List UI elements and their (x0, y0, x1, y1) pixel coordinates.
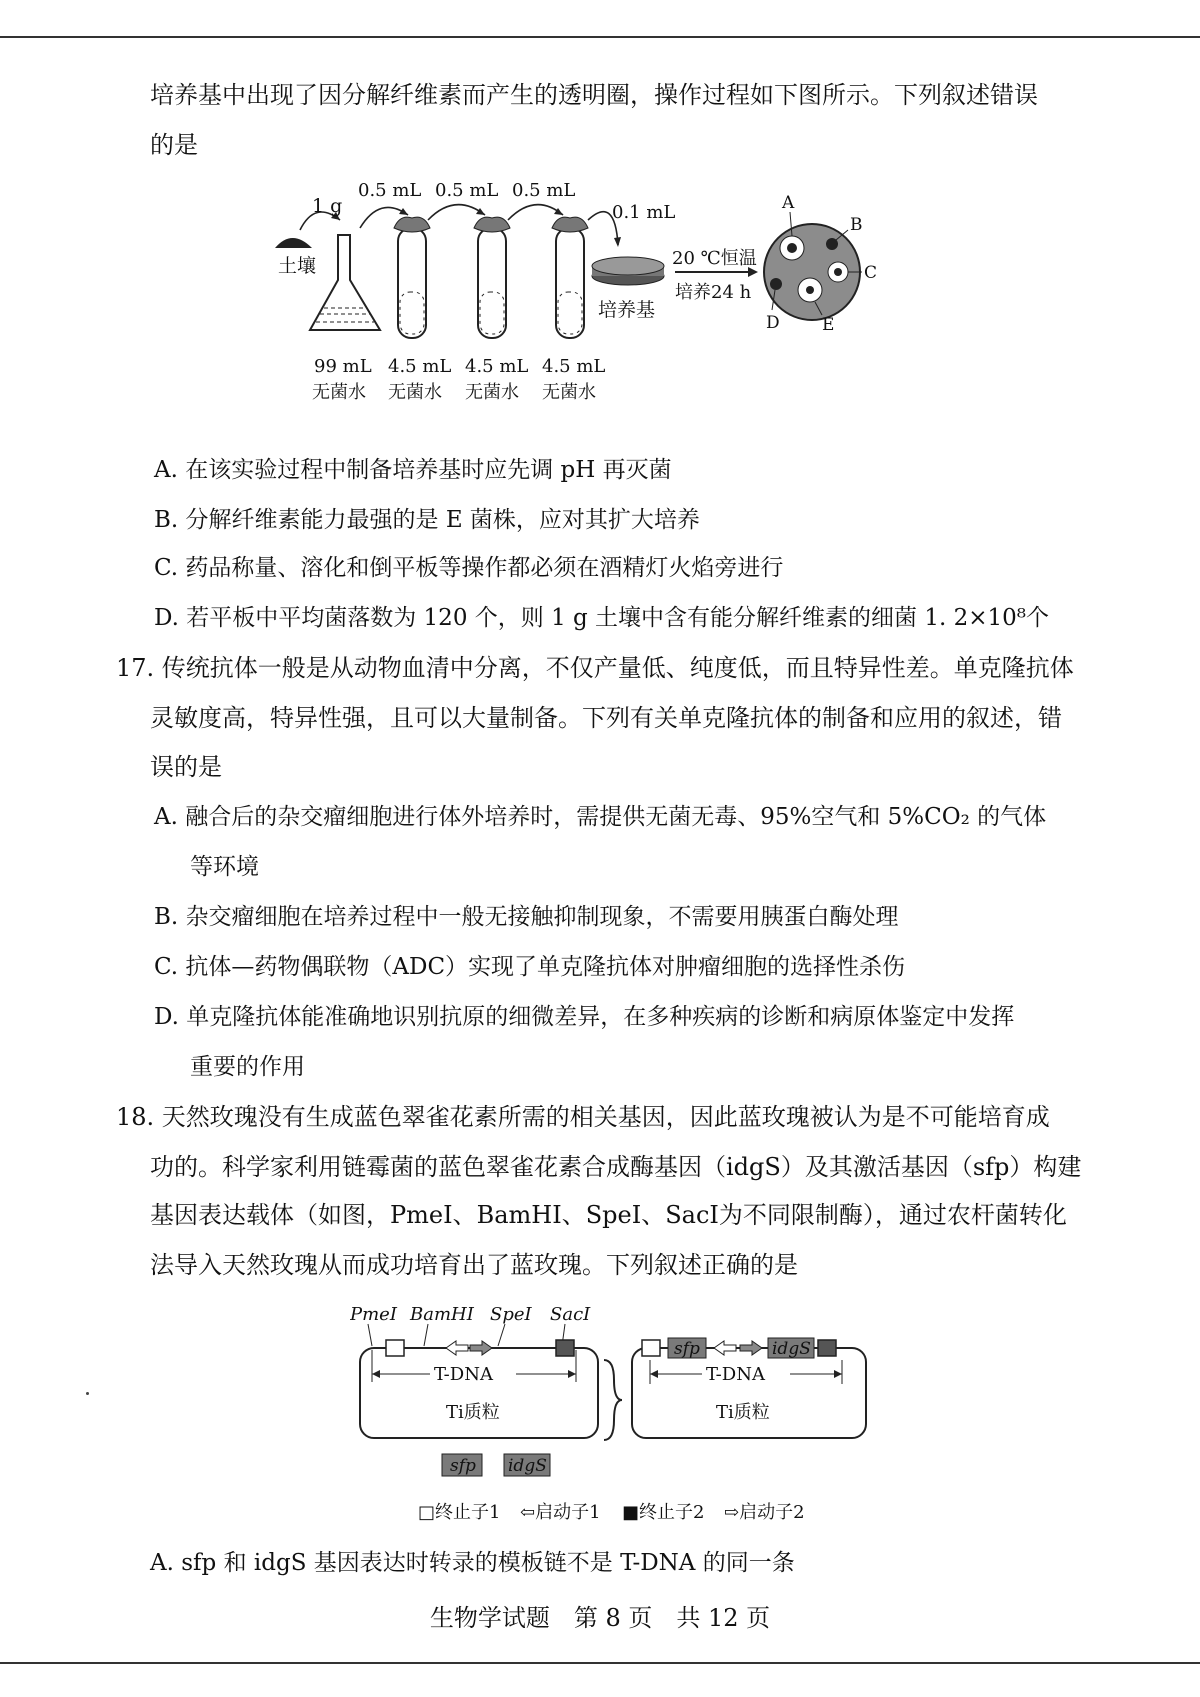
page-footer: 生物学试题 第 8 页 共 12 页 (429, 1604, 771, 1632)
colony-label-e: E (822, 315, 835, 335)
colony-d (770, 278, 782, 290)
test-tube-1 (394, 217, 430, 338)
enzyme-sac: SacⅠ (550, 1304, 591, 1325)
q17-stem-line-2: 灵敏度高，特异性强，且可以大量制备。下列有关单克隆抗体的制备和应用的叙述，错 (150, 704, 1062, 732)
colony-label-a: A (782, 193, 795, 213)
enzyme-pme: PmeⅠ (350, 1304, 397, 1325)
soil-pile-icon (275, 238, 312, 248)
q17-option-a-cont: 等环境 (190, 854, 259, 880)
right-ti-plasmid (632, 1338, 866, 1438)
water-label-1: 无菌水 (312, 382, 366, 403)
q16-option-a: A. 在该实验过程中制备培养基时应先调 pH 再灭菌 (154, 457, 672, 483)
q16-option-b: B. 分解纤维素能力最强的是 E 菌株，应对其扩大培养 (154, 507, 700, 533)
stray-dot (86, 1392, 89, 1395)
left-tdna-label: T-DNA (434, 1364, 493, 1385)
gene-idgs-label: idgS (508, 1456, 547, 1476)
q18-stem-line-2: 功的。科学家利用链霉菌的蓝色翠雀花素合成酶基因（idgS）及其激活基因（sfp）构建 (150, 1153, 1082, 1181)
transfer-volume-3: 0.5 mL (512, 180, 576, 201)
colony-plate (764, 212, 862, 320)
transfer-volume-2: 0.5 mL (435, 180, 499, 201)
enzyme-bamh: BamHⅠ (410, 1304, 474, 1325)
q17-option-c: C. 抗体—药物偶联物（ADC）实现了单克隆抗体对肿瘤细胞的选择性杀伤 (154, 954, 906, 980)
colony-label-c: C (864, 263, 878, 283)
enzyme-spe: SpeⅠ (490, 1304, 532, 1325)
flask-volume: 99 mL (314, 356, 372, 377)
legend-terminator-1: □终止子1 (418, 1502, 501, 1523)
q18-stem-line-4: 法导入天然玫瑰从而成功培育出了蓝玫瑰。下列叙述正确的是 (150, 1251, 798, 1279)
water-label-2: 无菌水 (388, 382, 442, 403)
top-rule (0, 36, 1200, 38)
soil-mass-label: 1 g (312, 195, 343, 217)
colony-label-b: B (850, 215, 863, 235)
bottom-rule (0, 1662, 1200, 1664)
q17-option-d-cont: 重要的作用 (190, 1054, 305, 1080)
gene-sfp-label: sfp (450, 1456, 476, 1476)
tube-volume-3: 4.5 mL (542, 356, 606, 377)
plating-volume: 0.1 mL (612, 202, 676, 223)
right-plasmid-label: Ti质粒 (716, 1402, 770, 1423)
q16-stem-line-2: 的是 (150, 131, 198, 159)
medium-label: 培养基 (598, 299, 656, 321)
q18-stem-line-3: 基因表达载体（如图，PmeⅠ、BamHⅠ、SpeⅠ、SacⅠ为不同限制酶），通过农杆菌转化 (150, 1201, 1067, 1229)
right-gene-sfp-label: sfp (674, 1339, 700, 1359)
q16-option-d: D. 若平板中平均菌落数为 120 个，则 1 g 土壤中含有能分解纤维素的细菌 1. 2×10⁸个 (154, 605, 1050, 631)
test-tube-2 (474, 217, 510, 338)
left-ti-plasmid (360, 1340, 598, 1438)
water-label-3: 无菌水 (465, 382, 519, 403)
tube-volume-1: 4.5 mL (388, 356, 452, 377)
colony-label-d: D (766, 313, 780, 333)
brace (604, 1360, 622, 1440)
q17-option-b: B. 杂交瘤细胞在培养过程中一般无接触抑制现象，不需要用胰蛋白酶处理 (154, 904, 899, 930)
q18-stem-line-1: 18. 天然玫瑰没有生成蓝色翠雀花素所需的相关基因，因此蓝玫瑰被认为是不可能培育成 (116, 1103, 1050, 1131)
q17-option-d: D. 单克隆抗体能准确地识别抗原的细微差异，在多种疾病的诊断和病原体鉴定中发挥 (154, 1004, 1015, 1030)
q16-option-c: C. 药品称量、溶化和倒平板等操作都必须在酒精灯火焰旁进行 (154, 555, 784, 581)
right-gene-idgs-label: idgS (772, 1339, 811, 1359)
test-tube-3 (552, 217, 588, 338)
serial-dilution-figure (270, 180, 950, 405)
q17-option-a: A. 融合后的杂交瘤细胞进行体外培养时，需提供无菌无毒、95%空气和 5%CO₂ 的气体 (154, 804, 1047, 830)
legend-promoter-2: ⇨启动子2 (724, 1502, 805, 1523)
tube-volume-2: 4.5 mL (465, 356, 529, 377)
q17-stem-line-3: 误的是 (150, 753, 222, 781)
water-label-4: 无菌水 (542, 382, 596, 403)
legend-promoter-1: ⇦启动子1 (520, 1502, 601, 1523)
right-tdna-label: T-DNA (706, 1364, 765, 1385)
q16-stem-line-1: 培养基中出现了因分解纤维素而产生的透明圈，操作过程如下图所示。下列叙述错误 (150, 81, 1038, 109)
ti-plasmid-figure (350, 1300, 910, 1530)
q18-option-a: A. sfp 和 idgS 基因表达时转录的模板链不是 T-DNA 的同一条 (150, 1550, 795, 1576)
legend-terminator-2: ■终止子2 (622, 1502, 705, 1523)
incubation-line-1: 20 ℃恒温 (672, 248, 757, 269)
incubation-line-2: 培养24 h (675, 282, 752, 303)
left-plasmid-label: Ti质粒 (446, 1402, 500, 1423)
petri-dish (592, 257, 664, 285)
transfer-volume-1: 0.5 mL (358, 180, 422, 201)
flask (310, 235, 380, 330)
q17-stem-line-1: 17. 传统抗体一般是从动物血清中分离，不仅产量低、纯度低，而且特异性差。单克隆抗体 (116, 654, 1074, 682)
soil-label: 土壤 (278, 255, 317, 277)
